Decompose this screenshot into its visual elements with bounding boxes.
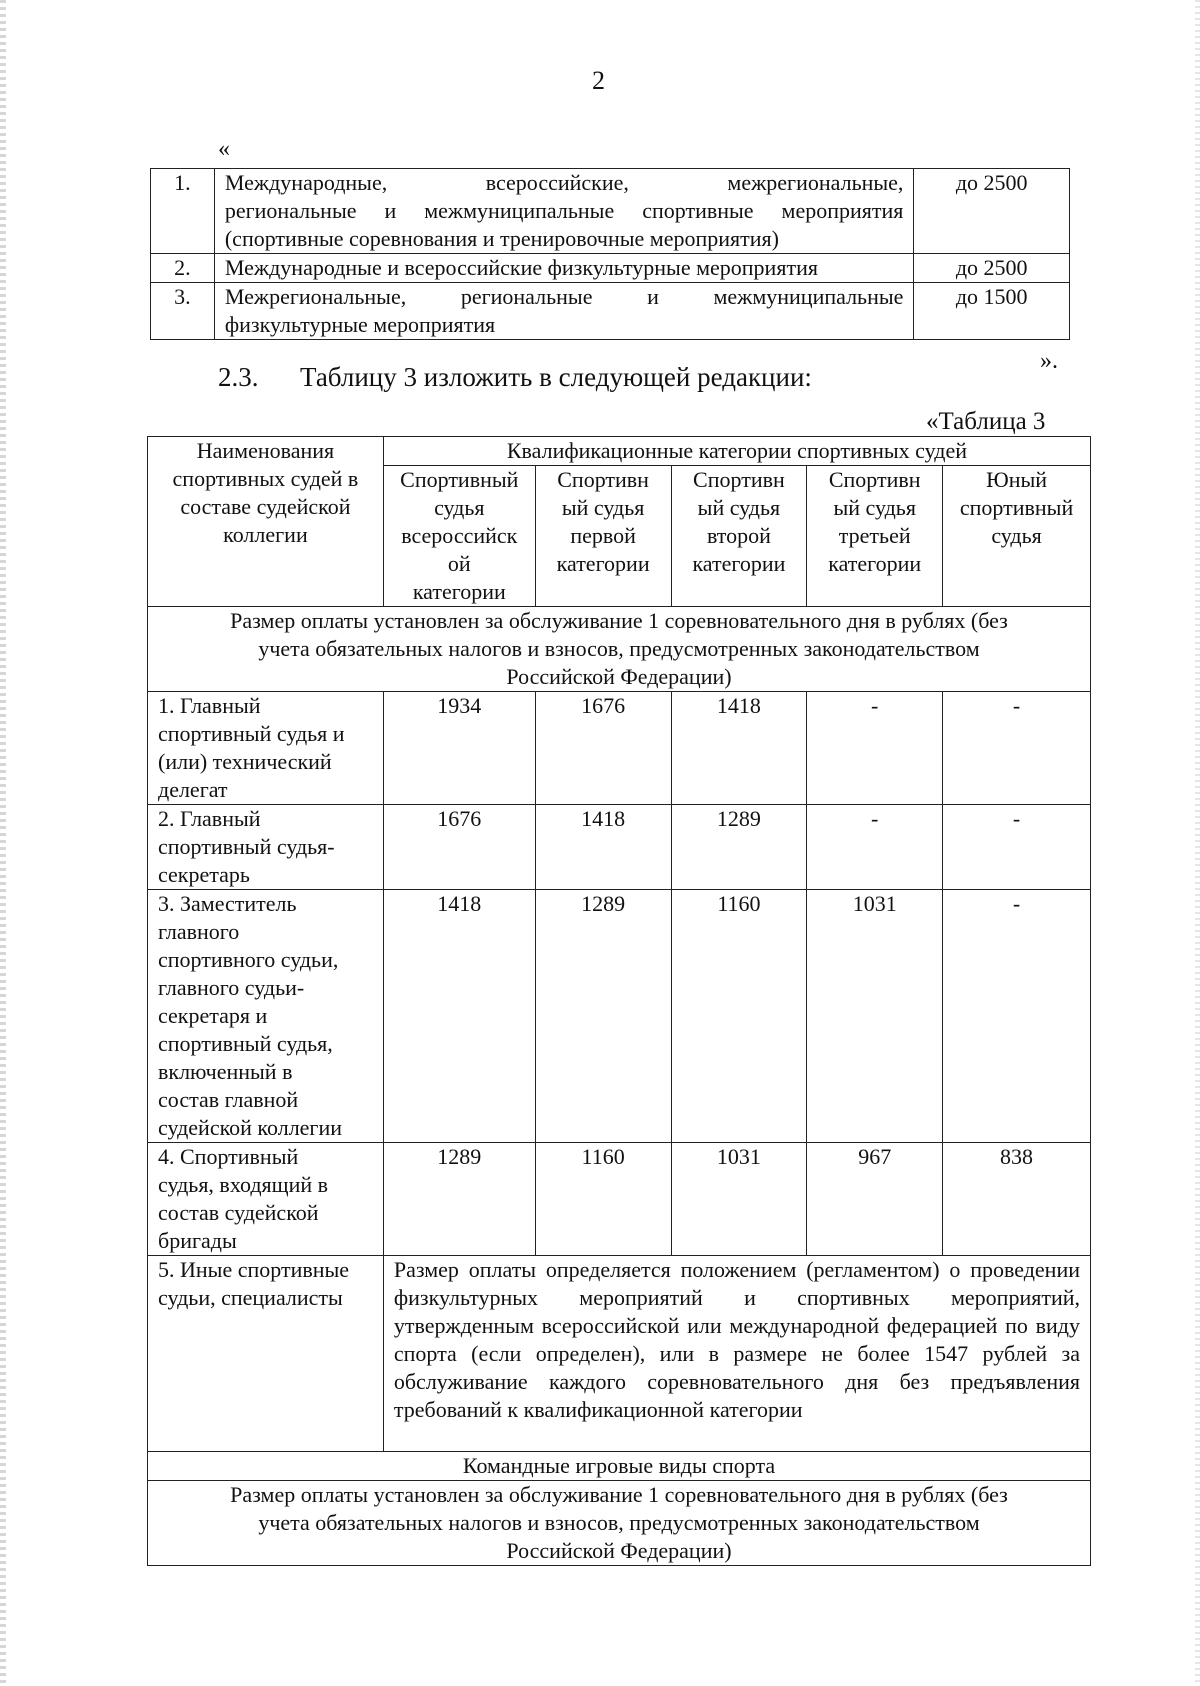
rate-cell: - [943,692,1091,805]
rate-cell: 1160 [671,890,807,1143]
top-table [150,168,1070,340]
header-line: Юный [986,467,1048,492]
row-description-line: Международные, всероссийские, межрегиональные, [224,170,904,195]
row-description [214,169,914,254]
row-number: 2. [151,254,215,283]
row-description-line: физкультурные мероприятия [224,312,496,337]
rate-cell: 1289 [383,1143,535,1256]
name-line: 3. Заместитель [158,891,297,916]
header-line: составе судейской [180,494,351,519]
table-row [148,890,1091,1143]
rate-cell: 1934 [383,692,535,805]
row-value: до 1500 [914,283,1070,340]
name-line: 1. Главный [158,693,261,718]
name-line: бригады [158,1228,237,1253]
payment-note-2 [148,1481,1091,1566]
note-row [148,607,1091,692]
judge-name [148,1256,384,1452]
name-line: секретарь [158,862,250,887]
row-description-line: (спортивные соревнования и тренировочные мероприятия) [224,226,779,251]
header-line: категории [828,551,922,576]
group-header: Квалификационные категории спортивных судей [383,437,1090,466]
header-line: Спортивн [557,467,649,492]
name-line: делегат [158,777,228,802]
table-3 [147,436,1091,1566]
header-line: ый судья [697,495,781,520]
col-header [943,466,1091,607]
rate-cell: - [943,805,1091,890]
judge-name [148,890,384,1143]
table-header-row [148,437,1091,466]
row-description-line: региональные и межмуниципальные спортивные мероприятия [224,198,904,223]
row-number: 3. [151,283,215,340]
rate-cell: 1418 [535,805,671,890]
page-number: 2 [592,66,605,95]
header-line: ый судья [833,495,916,520]
table-row [151,169,1070,254]
note-line: Размер оплаты установлен за обслуживание 1 соревновательного дня в рублях (без [230,1482,1008,1507]
rate-cell: 1289 [671,805,807,890]
row-description [214,283,914,340]
rate-cell: 967 [807,1143,943,1256]
note-line: учета обязательных налогов и взносов, предусмотренных законодательством [258,636,980,661]
rate-cell: 1289 [535,890,671,1143]
note-line: Российской Федерации) [506,664,732,689]
table-row [148,805,1091,890]
row-number: 1. [151,169,215,254]
table-row [151,254,1070,283]
header-line: категории [692,551,786,576]
name-line: спортивный судья- [158,834,335,859]
header-line: первой [570,523,636,548]
header-line: судья [991,523,1042,548]
name-line: спортивный судья и [158,721,345,746]
name-line: состав судейской [158,1200,319,1225]
header-line: судья [434,495,485,520]
name-line: 5. Иные спортивные [158,1257,350,1282]
section-heading [218,362,812,393]
row-value: до 2500 [914,254,1070,283]
name-line: судьи, специалисты [158,1285,343,1310]
name-line: (или) технический [158,749,332,774]
col-header [535,466,671,607]
name-line: спортивного судьи, [158,947,339,972]
header-line: Спортивный [400,467,519,492]
name-line: включенный в [158,1059,293,1084]
table-row [151,283,1070,340]
scan-edge-left [0,0,6,1686]
header-line: Наименования [196,438,335,463]
header-line: спортивных судей в [172,466,359,491]
header-line: категории [412,579,506,604]
name-line: 2. Главный [158,806,261,831]
rate-cell: 838 [943,1143,1091,1256]
section-text: Таблицу 3 изложить в следующей редакции: [300,362,812,392]
quote-close: ». [1040,348,1058,374]
note-row [148,1481,1091,1566]
rate-cell: 1160 [535,1143,671,1256]
rate-cell: 1418 [671,692,807,805]
col1-header [148,437,384,607]
quote-open: « [218,136,230,162]
row-value: до 2500 [914,169,1070,254]
header-line: категории [556,551,650,576]
scan-edge-right [1195,0,1200,1686]
name-line: 4. Спортивный [158,1144,299,1169]
col-header [383,466,535,607]
note-line: Российской Федерации) [506,1538,732,1563]
col-header [671,466,807,607]
name-line: секретаря и [158,1003,268,1028]
header-line: коллегии [223,522,308,547]
col-header [807,466,943,607]
rate-cell: 1418 [383,890,535,1143]
judge-name [148,805,384,890]
table-caption: «Таблица 3 [926,408,1046,435]
rate-cell: - [943,890,1091,1143]
rate-cell: 1676 [383,805,535,890]
judge-name [148,1143,384,1256]
header-line: ый судья [561,495,645,520]
header-line: третьей [838,523,911,548]
row-description: Международные и всероссийские физкультурные мероприятия [214,254,914,283]
name-line: судья, входящий в [158,1172,329,1197]
judge-name [148,692,384,805]
header-line: Спортивн [693,467,785,492]
header-line: второй [706,523,771,548]
note-line: Размер оплаты установлен за обслуживание 1 соревновательного дня в рублях (без [230,608,1008,633]
name-line: состав главной [158,1087,299,1112]
name-line: главного [158,919,240,944]
table-row [148,1256,1091,1452]
rate-cell: 1676 [535,692,671,805]
table-row [148,1143,1091,1256]
rate-cell: 1031 [807,890,943,1143]
name-line: спортивный судья, [158,1031,333,1056]
rate-cell: - [807,692,943,805]
header-line: Спортивн [828,467,921,492]
row-description-line: Межрегиональные, региональные и межмуниципальные [224,284,904,309]
team-sports-label: Командные игровые виды спорта [148,1452,1091,1481]
rate-cell: 1031 [671,1143,807,1256]
rate-cell: - [807,805,943,890]
header-line: всероссийск [401,523,518,548]
name-line: главного судьи- [158,975,305,1000]
team-sports-row [148,1452,1091,1481]
table-row [148,692,1091,805]
row5-payment-text: Размер оплаты определяется положением (регламентом) о проведении физкультурных мероприятий и спортивных мероприятий, утвержденным всероссийской или международной федерацией по виду спорта (если определен), или в размере не более 1547 рублей за обслуживание каждого соревновательного дня без предъявления требований к квалификационной категории [383,1256,1090,1452]
note-line: учета обязательных налогов и взносов, предусмотренных законодательством [258,1510,980,1535]
payment-note [148,607,1091,692]
name-line: судейской коллегии [158,1115,343,1140]
section-number: 2.3. [218,362,259,392]
header-line: ой [447,551,471,576]
header-line: спортивный [959,495,1074,520]
